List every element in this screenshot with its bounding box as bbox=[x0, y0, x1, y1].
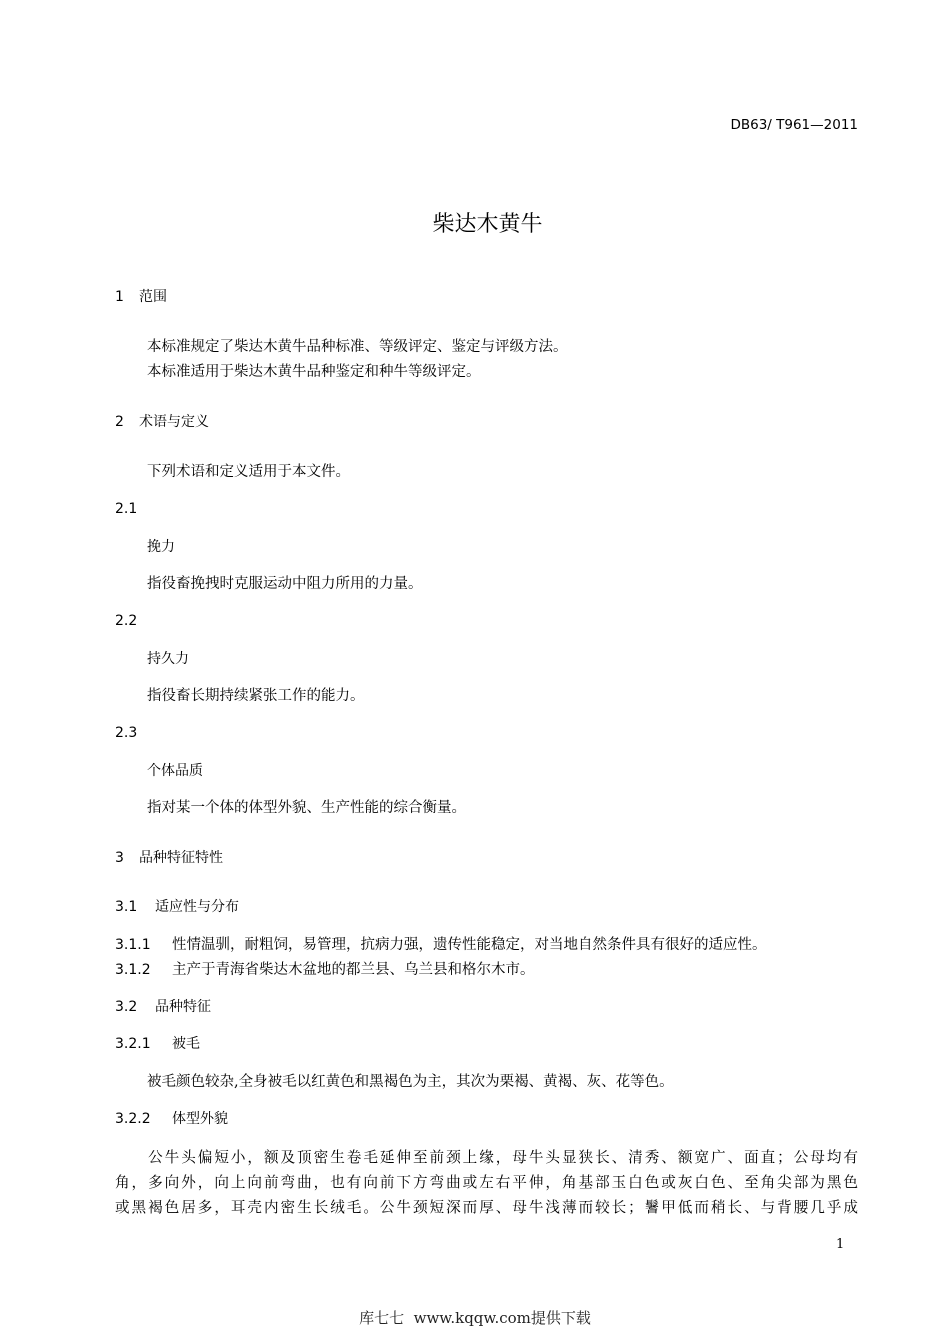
section-label: 范围 bbox=[139, 289, 167, 305]
term-number: 2.3 bbox=[115, 725, 138, 741]
section-label: 术语与定义 bbox=[139, 414, 209, 430]
page-number: 1 bbox=[836, 1237, 845, 1252]
section-label: 体型外貌 bbox=[172, 1111, 228, 1127]
section-number: 3.2.1 bbox=[115, 1036, 151, 1052]
term-definition: 指役畜长期持续紧张工作的能力。 bbox=[147, 688, 365, 704]
section-label: 品种特征特性 bbox=[139, 850, 223, 866]
paragraph: 被毛颜色较杂,全身被毛以红黄色和黑褐色为主，其次为栗褐、黄褐、灰、花等色。 bbox=[147, 1074, 674, 1090]
section-2-heading bbox=[115, 413, 209, 431]
term-number: 2.1 bbox=[115, 501, 138, 517]
paragraph-line: 或黑褐色居多，耳壳内密生长绒毛。公牛颈短深而厚、母牛浅薄而较长；鬐甲低而稍长、与背腰几乎成 bbox=[115, 1199, 858, 1216]
paragraph: 本标准适用于柴达木黄牛品种鉴定和种牛等级评定。 bbox=[147, 364, 481, 380]
section-number: 3.1 bbox=[115, 899, 138, 915]
section-number: 1 bbox=[115, 289, 124, 305]
section-label: 适应性与分布 bbox=[155, 899, 239, 915]
paragraph: 本标准规定了柴达木黄牛品种标准、等级评定、鉴定与评级方法。 bbox=[147, 339, 568, 355]
section-label: 被毛 bbox=[172, 1036, 200, 1052]
term-definition: 指役畜挽拽时克服运动中阻力所用的力量。 bbox=[147, 576, 423, 592]
clause-3-1-1 bbox=[115, 936, 767, 954]
term-name: 持久力 bbox=[147, 651, 189, 667]
term-definition: 指对某一个体的体型外貌、生产性能的综合衡量。 bbox=[147, 800, 466, 816]
section-3-2-2-heading bbox=[115, 1110, 228, 1128]
footer-watermark: 库七七 www.kqqw.com提供下载 bbox=[359, 1309, 591, 1327]
section-1-heading bbox=[115, 288, 167, 306]
section-number: 3.2.2 bbox=[115, 1111, 151, 1127]
section-3-1-heading bbox=[115, 898, 239, 916]
section-3-2-heading bbox=[115, 998, 211, 1016]
section-3-heading bbox=[115, 849, 223, 867]
clause-number: 3.1.1 bbox=[115, 937, 151, 953]
section-number: 2 bbox=[115, 414, 124, 430]
paragraph-body-shape bbox=[115, 1145, 858, 1220]
clause-text: 主产于青海省柴达木盆地的都兰县、乌兰县和格尔木市。 bbox=[172, 962, 535, 978]
page-title: 柴达木黄牛 bbox=[432, 212, 543, 237]
standard-code: DB63/ T961—2011 bbox=[730, 117, 858, 133]
clause-text: 性情温驯，耐粗饲，易管理，抗病力强，遗传性能稳定，对当地自然条件具有很好的适应性。 bbox=[172, 937, 767, 953]
section-number: 3.2 bbox=[115, 999, 138, 1015]
term-name: 挽力 bbox=[147, 539, 175, 555]
term-name: 个体品质 bbox=[147, 763, 203, 779]
paragraph-line: 公牛头偏短小，额及顶密生卷毛延伸至前颈上缘，母牛头显狭长、清秀、额宽广、面直；公母均有 bbox=[115, 1149, 858, 1166]
section-3-2-1-heading bbox=[115, 1035, 200, 1053]
clause-3-1-2 bbox=[115, 961, 535, 979]
term-number: 2.2 bbox=[115, 613, 138, 629]
paragraph: 下列术语和定义适用于本文件。 bbox=[147, 464, 350, 480]
clause-number: 3.1.2 bbox=[115, 962, 151, 978]
section-label: 品种特征 bbox=[155, 999, 211, 1015]
paragraph-line: 角，多向外，向上向前弯曲，也有向前下方弯曲或左右平伸，角基部玉白色或灰白色、至角尖部为黑色 bbox=[115, 1174, 858, 1191]
section-number: 3 bbox=[115, 850, 124, 866]
